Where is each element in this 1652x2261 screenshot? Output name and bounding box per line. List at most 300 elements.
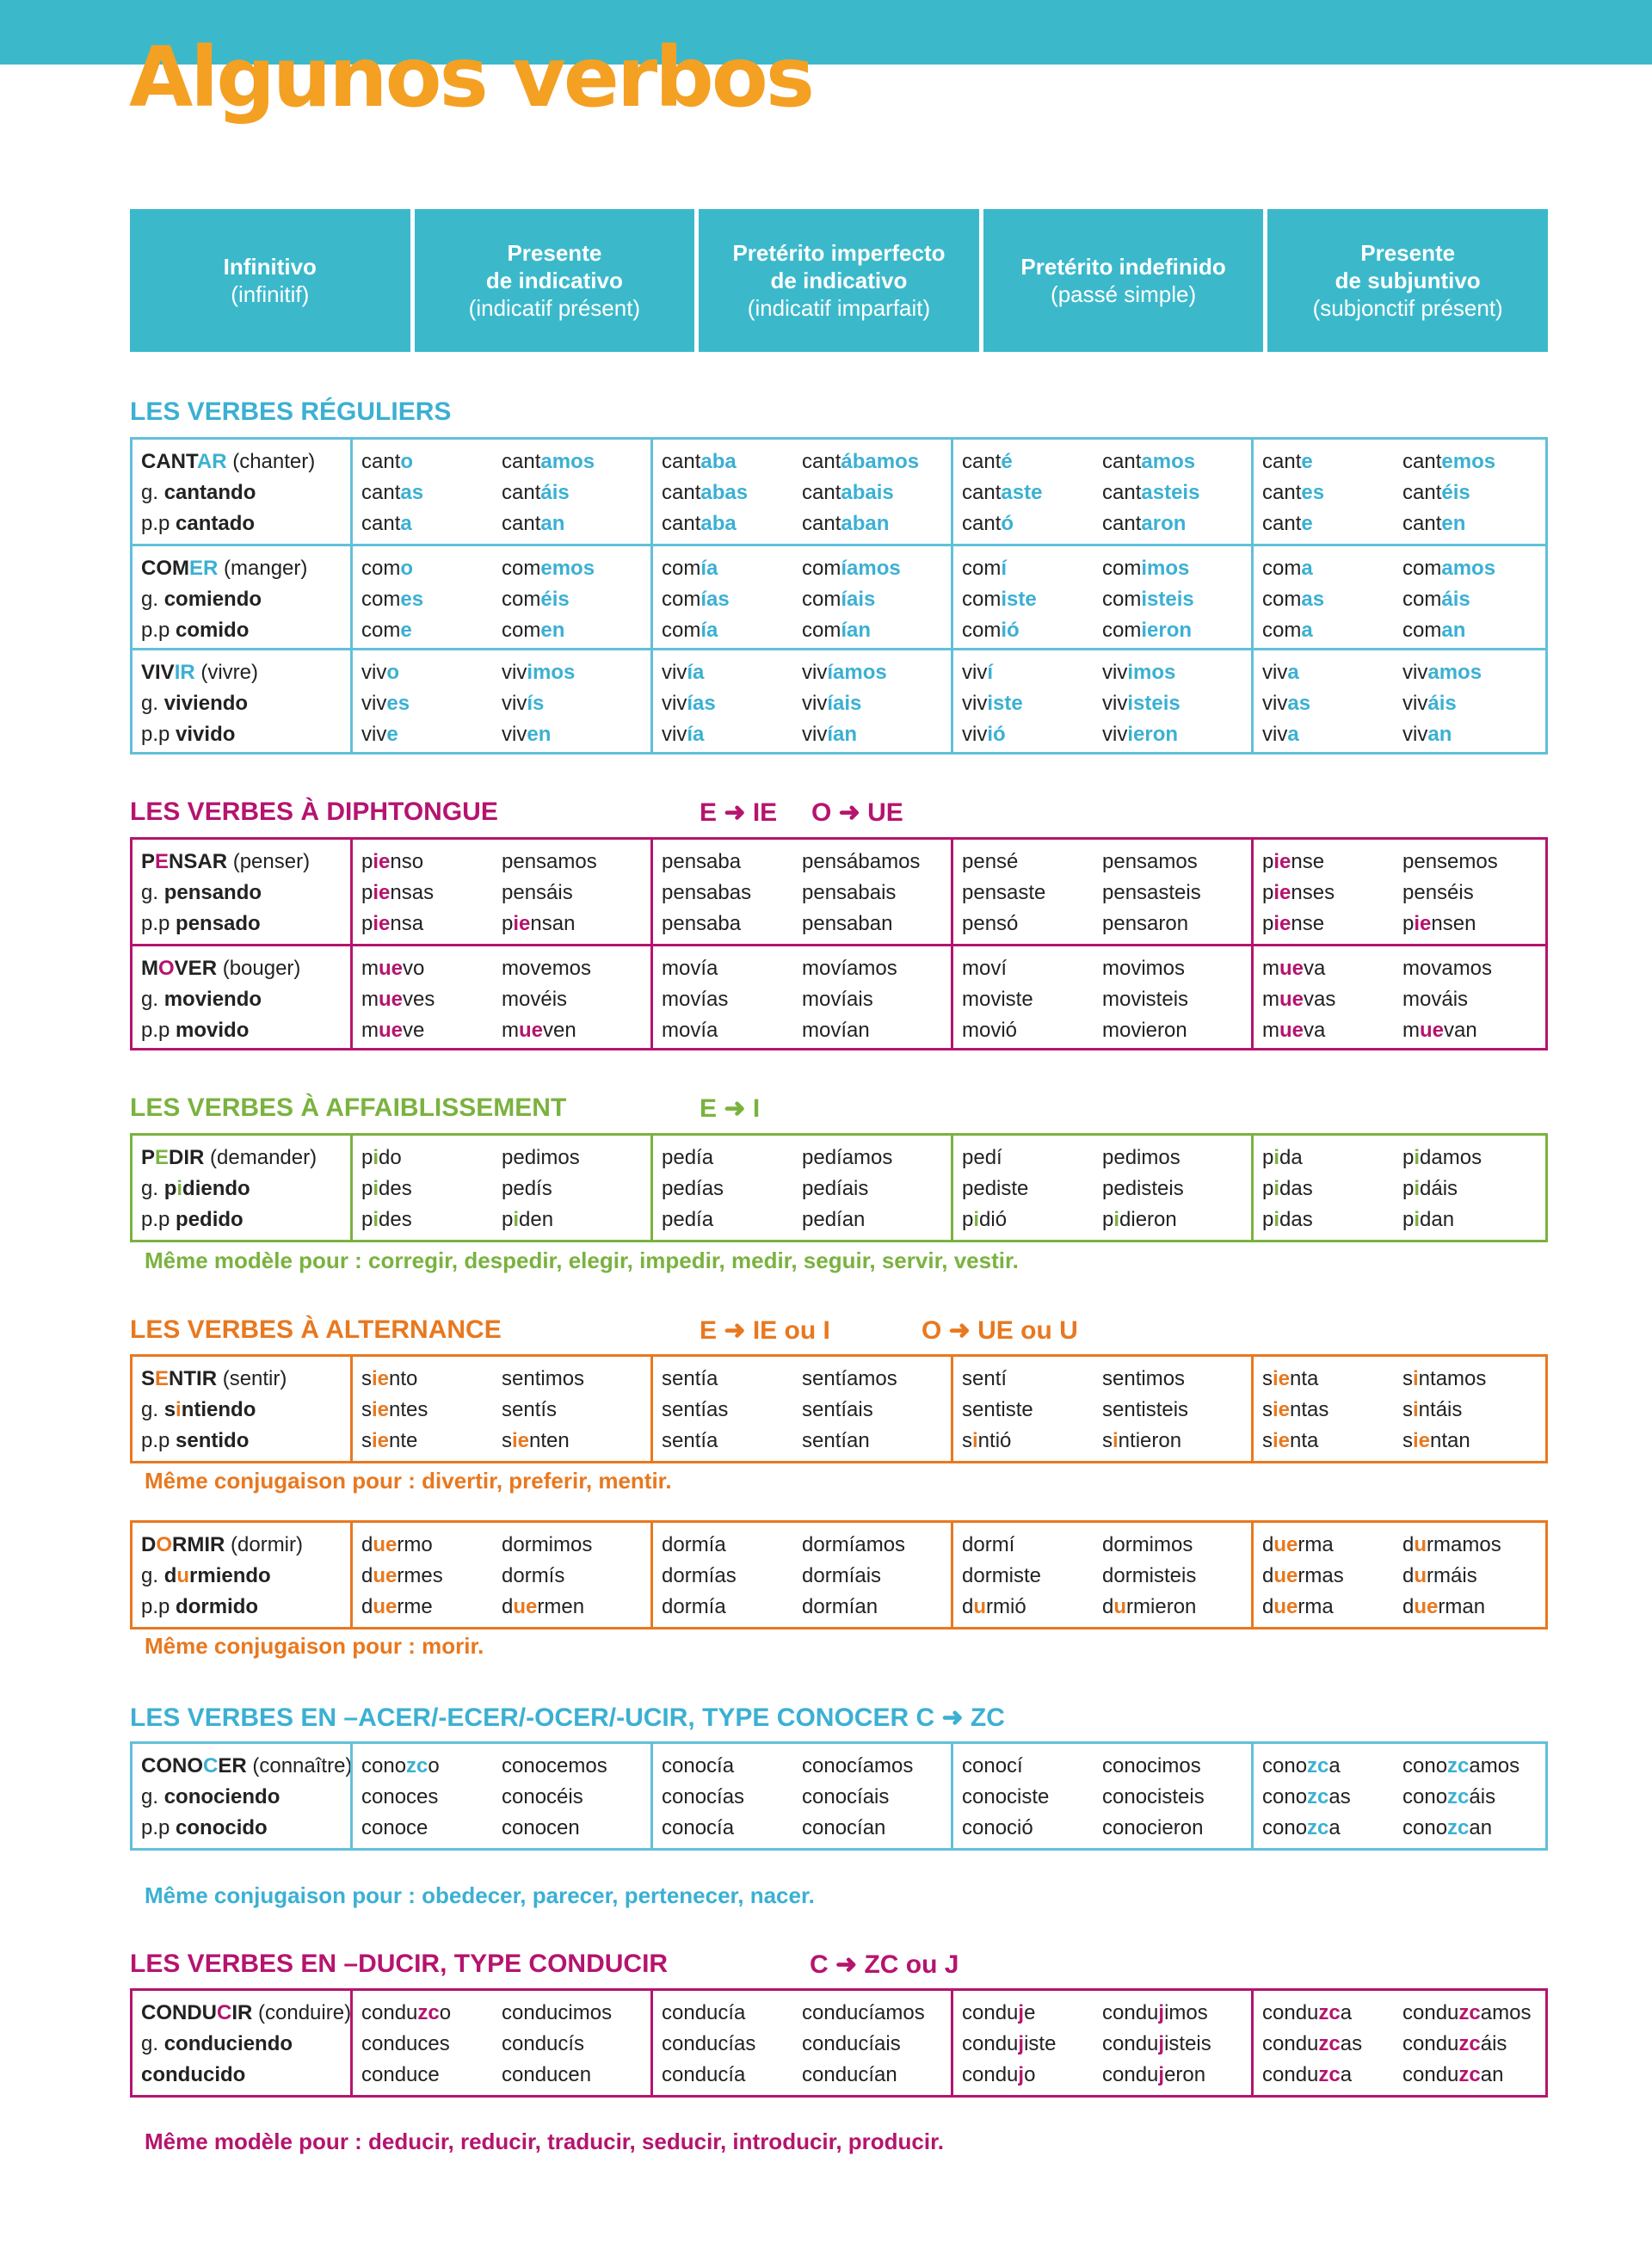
tense-cell-2	[650, 546, 951, 648]
conjugated-form: pensaste	[962, 881, 1046, 904]
singular-column	[1262, 1364, 1402, 1461]
past-participle: p.p comido	[141, 619, 250, 642]
conjugated-form: sienten	[502, 1429, 570, 1452]
conjugated-form: pedisteis	[1102, 1177, 1184, 1200]
plural-column	[1402, 1364, 1486, 1461]
conjugated-form: penséis	[1402, 881, 1474, 904]
infinitive: VIVIR (vivre)	[141, 661, 259, 684]
singular-column	[1262, 553, 1402, 648]
conjugated-form: viviste	[962, 692, 1023, 715]
infinitive: DORMIR (dormir)	[141, 1533, 303, 1556]
conjugated-form: conocieron	[1102, 1816, 1204, 1839]
plural-column	[502, 1998, 612, 2095]
tense-cell-4	[1251, 946, 1545, 1048]
conjugated-form: comimos	[1102, 557, 1190, 580]
past-participle: p.p vivido	[141, 723, 236, 746]
singular-column	[662, 447, 802, 544]
past-participle: p.p conocido	[141, 1816, 268, 1839]
conjugated-form: duerma	[1262, 1595, 1334, 1618]
conjugated-form: cantasteis	[1102, 481, 1200, 504]
plural-column	[1402, 657, 1482, 752]
tense-cell-4	[1251, 650, 1545, 752]
tense-cell-4	[1251, 440, 1545, 544]
conjugated-form: muevas	[1262, 988, 1336, 1011]
conjugated-form: comiste	[962, 588, 1037, 611]
tense-cell-3	[951, 840, 1251, 944]
conjugated-form: pido	[361, 1146, 402, 1169]
conjugated-form: conducíais	[802, 2032, 901, 2055]
singular-column	[1262, 1998, 1402, 2095]
infinitive: MOVER (bouger)	[141, 957, 301, 980]
singular-column	[662, 553, 802, 648]
plural-column	[1102, 1364, 1188, 1461]
verb-row	[133, 840, 1545, 944]
past-participle: p.p pensado	[141, 912, 261, 935]
conjugated-form: duerme	[361, 1595, 433, 1618]
conjugated-form: comía	[662, 619, 718, 642]
tense-cell-1	[350, 650, 650, 752]
singular-column	[962, 847, 1102, 944]
conjugated-form: pidan	[1402, 1208, 1455, 1231]
conjugation-table-conocer	[130, 1741, 1548, 1851]
conjugated-form: sentíamos	[802, 1367, 897, 1390]
tense-cell-3	[951, 546, 1251, 648]
conjugated-form: vivo	[361, 661, 400, 684]
singular-column	[361, 1751, 502, 1848]
conjugated-form: conducís	[502, 2032, 585, 2055]
conjugated-form: condujeron	[1102, 2063, 1206, 2086]
plural-column	[1102, 447, 1199, 544]
verb-row	[133, 1991, 1545, 2095]
conjugated-form: cantabas	[662, 481, 749, 504]
conjugated-form: sintáis	[1402, 1398, 1463, 1421]
plural-column	[802, 1143, 892, 1240]
singular-column	[962, 1751, 1102, 1848]
singular-column	[1262, 1143, 1402, 1240]
conjugated-form: movíamos	[802, 957, 897, 980]
conjugated-form: vivieron	[1102, 723, 1179, 746]
infinitive: COMER (manger)	[141, 557, 308, 580]
conjugated-form: vives	[361, 692, 410, 715]
conjugated-form: conduzcáis	[1402, 2032, 1507, 2055]
conjugated-form: comías	[662, 588, 730, 611]
plural-column	[1402, 553, 1495, 648]
conjugated-form: cantaban	[802, 512, 890, 535]
infinitive-cell	[133, 1136, 350, 1240]
conjugated-form: vivimos	[1102, 661, 1176, 684]
singular-column	[1262, 657, 1402, 752]
conjugated-form: vivíamos	[802, 661, 887, 684]
conjugated-form: movías	[662, 988, 729, 1011]
conjugated-form: pensabais	[802, 881, 897, 904]
verb-row	[133, 1136, 1545, 1240]
singular-column	[1262, 953, 1402, 1048]
conjugated-form: conocisteis	[1102, 1785, 1205, 1808]
conjugated-form: siento	[361, 1367, 418, 1390]
conjugated-form: sientas	[1262, 1398, 1329, 1421]
conjugated-form: dormimos	[1102, 1533, 1193, 1556]
conjugated-form: condujimos	[1102, 2001, 1208, 2024]
infinitive-cell	[133, 1744, 353, 1848]
singular-column	[962, 1364, 1102, 1461]
past-participle: p.p movido	[141, 1019, 250, 1042]
conjugated-form: sintieron	[1102, 1429, 1182, 1452]
header-col-4	[979, 209, 1264, 352]
conjugated-form: dormisteis	[1102, 1564, 1197, 1587]
conjugated-form: sentimos	[1102, 1367, 1186, 1390]
singular-column	[1262, 1751, 1402, 1848]
header-title-line: de indicativo	[485, 268, 623, 293]
plural-column	[1402, 1143, 1482, 1240]
tense-cell-4	[1251, 1523, 1545, 1627]
header-subtitle: (infinitif)	[231, 281, 310, 307]
plural-column	[1402, 1751, 1519, 1848]
conjugated-form: conduje	[962, 2001, 1036, 2024]
section-title-alternance: LES VERBES À ALTERNANCE E ➜ IE ou I O ➜ UE ou U	[130, 1315, 1078, 1345]
conjugated-form: conduzca	[1262, 2001, 1353, 2024]
conjugated-form: pida	[1262, 1146, 1303, 1169]
section-title-reguliers: LES VERBES RÉGULIERS	[130, 397, 452, 426]
conjugated-form: conduces	[361, 2032, 450, 2055]
conjugated-form: piden	[502, 1208, 554, 1231]
header-title-line: Infinitivo	[223, 254, 317, 280]
conjugated-form: viví	[962, 661, 994, 684]
conjugated-form: conduzcamos	[1402, 2001, 1532, 2024]
conjugated-form: dormía	[662, 1533, 726, 1556]
conjugated-form: conoces	[361, 1785, 439, 1808]
conjugated-form: condujiste	[962, 2032, 1057, 2055]
conjugated-form: canté	[962, 450, 1013, 473]
conjugated-form: cantó	[962, 512, 1014, 535]
singular-column	[962, 1143, 1102, 1240]
same-model-note: Même conjugaison pour : divertir, preferir, mentir.	[145, 1468, 672, 1494]
conjugated-form: pensó	[962, 912, 1019, 935]
gerund: g. sintiendo	[141, 1398, 256, 1421]
plural-column	[1402, 1530, 1501, 1627]
conjugated-form: conocíamos	[802, 1754, 914, 1777]
conjugated-form: conozca	[1262, 1816, 1341, 1839]
conjugated-form: movía	[662, 1019, 718, 1042]
conjugated-form: sientan	[1402, 1429, 1470, 1452]
tense-cell-2	[650, 1991, 951, 2095]
tense-cell-2	[650, 1523, 951, 1627]
singular-column	[962, 953, 1102, 1048]
infinitive-cell	[133, 440, 350, 544]
conjugated-form: pienso	[361, 850, 424, 873]
conjugated-form: pedimos	[502, 1146, 580, 1169]
conjugated-form: dormí	[962, 1533, 1015, 1556]
verb-row	[133, 1357, 1545, 1461]
conjugated-form: sintamos	[1402, 1367, 1487, 1390]
tense-cell-3	[951, 1744, 1251, 1848]
conjugated-form: sienta	[1262, 1367, 1319, 1390]
same-model-note: Même conjugaison pour : obedecer, parecer, pertenecer, nacer.	[145, 1882, 815, 1908]
singular-column	[962, 657, 1102, 752]
header-col-1	[130, 209, 410, 352]
singular-column	[361, 1143, 502, 1240]
conjugated-form: mueven	[502, 1019, 576, 1042]
same-model-note: Même conjugaison pour : morir.	[145, 1633, 484, 1659]
conjugated-form: durmáis	[1402, 1564, 1477, 1587]
conjugated-form: condujisteis	[1102, 2032, 1211, 2055]
conjugated-form: cante	[1262, 512, 1313, 535]
conjugated-form: canta	[361, 512, 412, 535]
conjugated-form: dormía	[662, 1595, 726, 1618]
conjugated-form: comía	[662, 557, 718, 580]
tense-cell-1	[350, 546, 650, 648]
conjugated-form: pedían	[802, 1208, 866, 1231]
conjugated-form: movía	[662, 957, 718, 980]
plural-column	[802, 1530, 905, 1627]
tense-cell-1	[350, 1523, 650, 1627]
conjugated-form: siente	[361, 1429, 418, 1452]
conjugated-form: conducía	[662, 2063, 746, 2086]
gerund: g. pidiendo	[141, 1177, 250, 1200]
singular-column	[1262, 447, 1402, 544]
verb-row	[133, 440, 1545, 544]
conjugated-form: conocía	[662, 1754, 735, 1777]
section-title-diphtongue: LES VERBES À DIPHTONGUE E ➜ IE O ➜ UE	[130, 798, 903, 827]
tense-cell-4	[1251, 546, 1545, 648]
header-col-3	[694, 209, 979, 352]
conjugated-form: pensabas	[662, 881, 752, 904]
plural-column	[502, 953, 591, 1048]
conjugated-form: piensen	[1402, 912, 1476, 935]
tense-cell-2	[650, 1744, 951, 1848]
conjugated-form: vivimos	[502, 661, 576, 684]
conjugated-form: piensan	[502, 912, 576, 935]
conjugated-form: conocen	[502, 1816, 580, 1839]
conjugated-form: mueva	[1262, 1019, 1326, 1042]
conjugated-form: cantéis	[1402, 481, 1470, 504]
tense-cell-3	[951, 1136, 1251, 1240]
conjugated-form: conoció	[962, 1816, 1033, 1839]
plural-column	[1102, 1143, 1184, 1240]
conjugated-form: conocéis	[502, 1785, 583, 1808]
conjugated-form: conociste	[962, 1785, 1050, 1808]
infinitive: PEDIR (demander)	[141, 1146, 317, 1169]
plural-column	[1102, 847, 1201, 944]
conjugated-form: conozcáis	[1402, 1785, 1496, 1808]
tense-cell-1	[350, 1357, 650, 1461]
gerund: g. comiendo	[141, 588, 262, 611]
conjugated-form: pidas	[1262, 1177, 1313, 1200]
gerund: g. moviendo	[141, 988, 262, 1011]
gerund: g. pensando	[141, 881, 262, 904]
conjugated-form: conocía	[662, 1816, 735, 1839]
tense-cell-4	[1251, 1991, 1545, 2095]
conjugated-form: pidamos	[1402, 1146, 1482, 1169]
tense-cell-2	[650, 440, 951, 544]
conjugated-form: pidió	[962, 1208, 1008, 1231]
conjugated-form: conducimos	[502, 2001, 613, 2024]
plural-column	[502, 447, 595, 544]
conjugated-form: vivisteis	[1102, 692, 1180, 715]
singular-column	[361, 553, 502, 648]
conjugated-form: vivía	[662, 723, 705, 746]
conjugated-form: come	[361, 619, 412, 642]
tense-cell-3	[951, 1523, 1251, 1627]
conjugated-form: condujo	[962, 2063, 1036, 2086]
conjugated-form: coman	[1402, 619, 1466, 642]
same-model-note: Même modèle pour : deducir, reducir, traducir, seducir, introducir, producir.	[145, 2129, 945, 2154]
tense-cell-1	[350, 1136, 650, 1240]
conjugated-form: mueva	[1262, 957, 1326, 980]
conjugated-form: vivían	[802, 723, 858, 746]
conjugated-form: comen	[502, 619, 565, 642]
singular-column	[361, 657, 502, 752]
conjugated-form: sentiste	[962, 1398, 1033, 1421]
conjugated-form: dormías	[662, 1564, 737, 1587]
conjugated-form: conoce	[361, 1816, 428, 1839]
conjugated-form: comes	[361, 588, 424, 611]
conjugated-form: dormíamos	[802, 1533, 906, 1556]
conjugated-form: piensa	[361, 912, 424, 935]
conjugated-form: comieron	[1102, 619, 1193, 642]
plural-column	[802, 1998, 925, 2095]
plural-column	[1402, 847, 1498, 944]
plural-column	[502, 1530, 592, 1627]
conjugated-form: vivís	[502, 692, 545, 715]
conjugated-form: mováis	[1402, 988, 1469, 1011]
conjugated-form: movimos	[1102, 957, 1186, 980]
verb-row	[133, 1744, 1545, 1848]
singular-column	[361, 953, 502, 1048]
plural-column	[802, 447, 919, 544]
conjugated-form: conozca	[1262, 1754, 1341, 1777]
conjugated-form: conocían	[802, 1816, 886, 1839]
conjugated-form: piense	[1262, 850, 1325, 873]
conjugated-form: vivió	[962, 723, 1006, 746]
conjugated-form: pedíamos	[802, 1146, 893, 1169]
conjugated-form: movamos	[1402, 957, 1493, 980]
conjugated-form: pensaba	[662, 912, 742, 935]
conjugated-form: pedí	[962, 1146, 1002, 1169]
conjugated-form: sentíais	[802, 1398, 873, 1421]
header-title-line: de indicativo	[770, 268, 908, 293]
plural-column	[1102, 1998, 1211, 2095]
conjugated-form: viven	[502, 723, 552, 746]
conjugated-form: muevan	[1402, 1019, 1477, 1042]
conjugated-form: movió	[962, 1019, 1018, 1042]
tense-cell-1	[350, 840, 650, 944]
tense-cell-2	[650, 1136, 951, 1240]
conjugated-form: conduzcas	[1262, 2032, 1363, 2055]
conjugated-form: duermas	[1262, 1564, 1344, 1587]
tense-cell-3	[951, 440, 1251, 544]
plural-column	[802, 1364, 897, 1461]
conjugated-form: cantábamos	[802, 450, 920, 473]
header-col-2	[410, 209, 695, 352]
verb-row	[133, 1523, 1545, 1627]
conjugated-form: conducías	[662, 2032, 756, 2055]
singular-column	[662, 1530, 802, 1627]
conjugated-form: duerman	[1402, 1595, 1486, 1618]
conjugated-form: comas	[1262, 588, 1325, 611]
tense-cell-4	[1251, 1744, 1545, 1848]
singular-column	[962, 447, 1102, 544]
conjugated-form: dormimos	[502, 1533, 593, 1556]
conjugated-form: conocí	[962, 1754, 1023, 1777]
conjugated-form: muevo	[361, 957, 425, 980]
conjugated-form: cante	[1262, 450, 1313, 473]
conjugated-form: cantamos	[1102, 450, 1196, 473]
conjugated-form: mueves	[361, 988, 435, 1011]
conjugated-form: cantabais	[802, 481, 894, 504]
header-title-line: Pretérito imperfecto	[732, 240, 946, 266]
conjugated-form: cantaba	[662, 450, 737, 473]
section-title-affaiblissement: LES VERBES À AFFAIBLISSEMENT E ➜ I	[130, 1094, 761, 1123]
infinitive-cell	[133, 1991, 350, 2095]
singular-column	[662, 1998, 802, 2095]
singular-column	[361, 1530, 502, 1627]
conjugated-form: dormíais	[802, 1564, 882, 1587]
plural-column	[802, 1751, 913, 1848]
conjugated-form: pensaba	[662, 850, 742, 873]
past-participle: p.p dormido	[141, 1595, 259, 1618]
conjugated-form: conozcas	[1262, 1785, 1351, 1808]
infinitive-cell	[133, 1523, 350, 1627]
singular-column	[662, 1364, 802, 1461]
tense-cell-2	[650, 650, 951, 752]
infinitive-cell	[133, 1357, 350, 1461]
conjugated-form: moviste	[962, 988, 1033, 1011]
section-rule: O ➜ UE ou U	[922, 1316, 1078, 1345]
tense-cell-3	[951, 1991, 1251, 2095]
conjugated-form: cantemos	[1402, 450, 1496, 473]
conjugated-form: comíamos	[802, 557, 901, 580]
conjugated-form: conozco	[361, 1754, 440, 1777]
plural-column	[1102, 553, 1194, 648]
infinitive: CONOCER (connaître)	[141, 1754, 353, 1777]
tense-cell-3	[951, 1357, 1251, 1461]
conjugated-form: conocíais	[802, 1785, 890, 1808]
infinitive-cell	[133, 946, 350, 1048]
tense-cell-3	[951, 946, 1251, 1048]
plural-column	[502, 1364, 584, 1461]
conjugated-form: pediste	[962, 1177, 1029, 1200]
infinitive-cell	[133, 546, 350, 648]
conjugated-form: conduzco	[361, 2001, 452, 2024]
conjugated-form: durmieron	[1102, 1595, 1197, 1618]
conjugated-form: pienses	[1262, 881, 1335, 904]
conjugation-table-alternance	[130, 1520, 1548, 1630]
conjugated-form: vivíais	[802, 692, 862, 715]
conjugated-form: canten	[1402, 512, 1466, 535]
conjugated-form: piense	[1262, 912, 1325, 935]
conjugated-form: pedíais	[802, 1177, 869, 1200]
tense-cell-1	[350, 1991, 650, 2095]
verb-row	[133, 944, 1545, 1048]
conjugated-form: sentías	[662, 1398, 729, 1421]
conjugated-form: durmió	[962, 1595, 1026, 1618]
conjugated-form: vivías	[662, 692, 716, 715]
plural-column	[502, 1751, 607, 1848]
plural-column	[1402, 953, 1492, 1048]
conjugated-form: movisteis	[1102, 988, 1189, 1011]
conjugated-form: sienta	[1262, 1429, 1319, 1452]
conjugated-form: pensaban	[802, 912, 893, 935]
conjugated-form: como	[361, 557, 414, 580]
conjugated-form: conduzca	[1262, 2063, 1353, 2086]
conjugated-form: conocemos	[502, 1754, 607, 1777]
conjugated-form: pensé	[962, 850, 1019, 873]
conjugated-form: viva	[1262, 661, 1299, 684]
singular-column	[662, 657, 802, 752]
conjugated-form: pedía	[662, 1146, 714, 1169]
conjugated-form: durmamos	[1402, 1533, 1501, 1556]
infinitive: PENSAR (penser)	[141, 850, 311, 873]
